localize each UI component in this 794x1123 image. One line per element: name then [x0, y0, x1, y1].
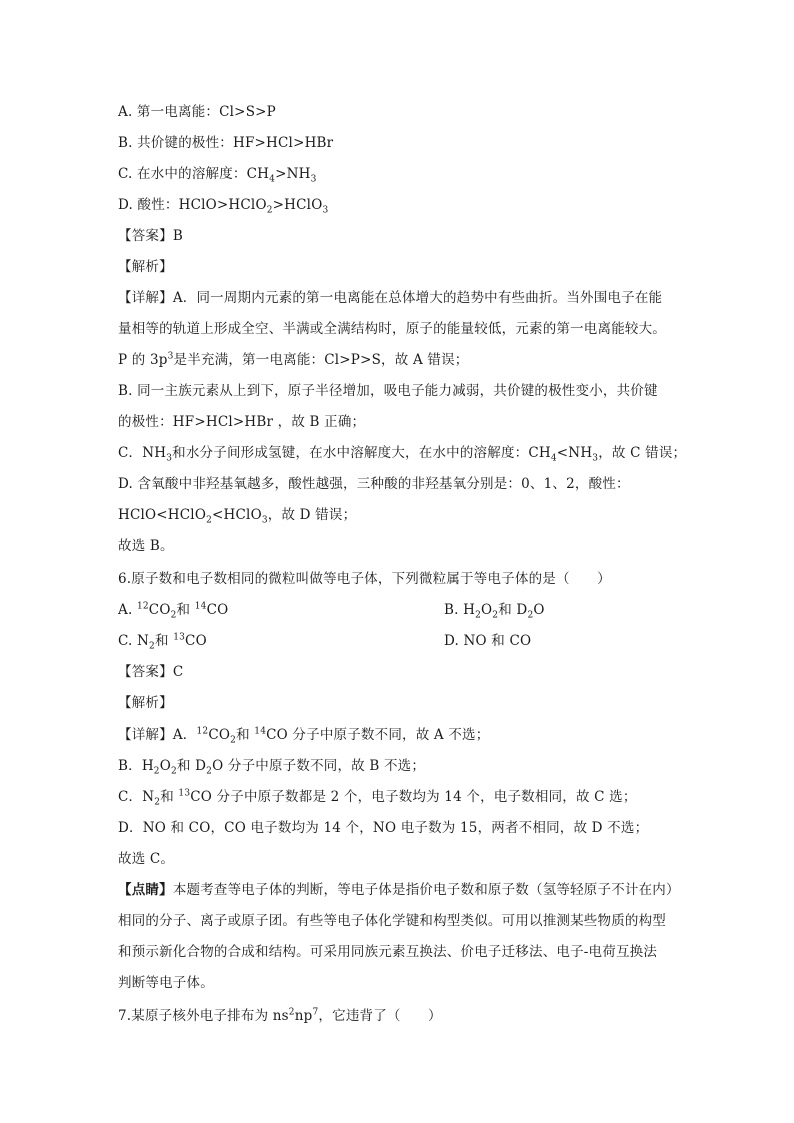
q6-option-b: B. $H_2O_2$和 $D_2O$	[444, 602, 545, 621]
q6-stem: 6.原子数和电子数相同的微粒叫做等电子体，下列微粒属于等电子体的是（ ）	[118, 571, 611, 587]
q5-answer: 【答案】B	[118, 228, 183, 244]
q5-detail-line-1: 【详解】A．同一周期内元素的第一电离能在总体增大的趋势中有些曲折。当外围电子在能	[118, 290, 663, 306]
q6-detail-line-2: B．$H_2O_2$和 $D_2O$ 分子中原子数不同，故 B 不选；	[118, 758, 426, 777]
q6-comment-line-2: 相同的分子、离子或原子团。有些等电子体化学键和构型类似。可用以推测某些物质的构型	[118, 913, 666, 929]
q5-detail-line-6: C．$NH_3$和水分子间形成氢键，在水中溶解度大，在水中的溶解度：$CH_4<NH_3$，故 C 错误；	[118, 445, 687, 464]
q5-detail-line-7: D. 含氧酸中非羟基氧越多，酸性越强，三种酸的非羟基氧分别是：0、1、2，酸性：	[118, 476, 630, 492]
q6-detail-line-5: 故选 C。	[118, 851, 175, 867]
q6-option-d: D. NO 和 CO	[444, 633, 532, 649]
q6-comment-line-4: 判断等电子体。	[118, 975, 214, 991]
q7-stem: 7.某原子核外电子排布为 $ns^2np^7$，它违背了（ ）	[118, 1007, 442, 1024]
q6-analysis-label: 【解析】	[118, 695, 173, 711]
q5-detail-line-5: 的极性：HF>HCl>HBr ，故 B 正确；	[118, 414, 366, 430]
q6-detail-line-3: C．$N_2$和 $^{13}$CO 分子中原子数都是 2 个，电子数均为 14 个，电子数相同，故 C 选；	[118, 788, 637, 808]
q5-option-a: A. 第一电离能：Cl>S>P	[118, 104, 276, 120]
q5-option-b: B. 共价键的极性：HF>HCl>HBr	[118, 135, 334, 151]
q5-detail-line-9: 故选 B。	[118, 538, 174, 554]
q6-option-a: A. $^{12}CO_2$和 $^{14}$CO	[118, 601, 229, 621]
q6-answer: 【答案】C	[118, 664, 184, 680]
q6-option-c: C. $N_2$和 $^{13}$CO	[118, 632, 207, 652]
q6-detail-line-4: D．NO 和 CO，CO 电子数均为 14 个，NO 电子数为 15，两者不相同，故 D 不选；	[118, 820, 649, 836]
q6-comment-line-3: 和预示新化合物的合成和结构。可采用同族元素互换法、价电子迁移法、电子-电荷互换法	[118, 944, 658, 960]
q5-option-d: D. 酸性：HClO>HClO$_2$>HClO$_3$	[118, 197, 329, 216]
q6-detail-line-1: 【详解】A．$^{12}CO_2$和 $^{14}$CO 分子中原子数不同，故 A 不选；	[118, 726, 490, 746]
q5-analysis-label: 【解析】	[118, 259, 173, 275]
q6-comment-line-1: 【点睛】本题考查等电子体的判断，等电子体是指价电子数和原子数（氢等轻原子不计在内）	[118, 882, 680, 898]
q5-detail-line-2: 量相等的轨道上形成全空、半满或全满结构时，原子的能量较低，元素的第一电离能较大。	[118, 321, 666, 337]
q5-detail-line-3: P 的 $3p^3$是半充满，第一电离能：Cl>P>S，故 A 错误；	[118, 351, 469, 368]
q5-detail-line-8: HClO<HClO$_2$<HClO$_3$，故 D 错误；	[118, 507, 357, 526]
q5-detail-line-4: B. 同一主族元素从上到下，原子半径增加，吸电子能力减弱，共价键的极性变小，共价键	[118, 383, 658, 399]
q5-option-c: C. 在水中的溶解度：$CH_4>NH_3$	[118, 166, 317, 185]
